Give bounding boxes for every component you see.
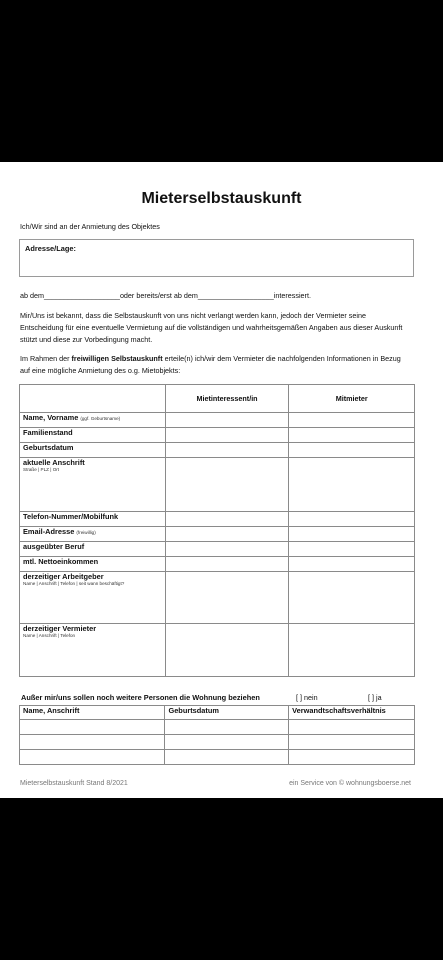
input-cell[interactable]: [165, 443, 289, 458]
row-label: Geburtsdatum: [20, 443, 166, 458]
input-cell[interactable]: [165, 428, 289, 443]
input-cell[interactable]: [289, 428, 415, 443]
row-label: ausgeübter Beruf: [20, 542, 166, 557]
input-cell[interactable]: [289, 720, 415, 735]
input-cell[interactable]: [165, 542, 289, 557]
row-label: mtl. Nettoeinkommen: [20, 557, 166, 572]
persons-header-birthdate: Geburtsdatum: [165, 706, 289, 720]
row-label: derzeitiger Vermieter Name | Anschrift | Telefon: [20, 624, 166, 677]
voluntary-paragraph: Im Rahmen der freiwilligen Selbstauskunft erteile(n) ich/wir dem Vermieter die nachfolgenden Informationen in Bezug auf eine mögliche Anmietung des o.g. Mietobjekts:: [20, 354, 401, 375]
persons-no-checkbox[interactable]: [ ] nein: [296, 693, 318, 702]
date-blank-2[interactable]: ___________________: [197, 291, 274, 300]
input-cell[interactable]: [165, 557, 289, 572]
persons-table: [19, 705, 415, 765]
col-header-cotenant: Mitmieter: [289, 385, 415, 413]
row-label: Familienstand: [20, 428, 166, 443]
address-field[interactable]: [19, 239, 414, 277]
input-cell[interactable]: [289, 542, 415, 557]
document-title: Mieterselbstauskunft: [141, 190, 302, 207]
input-cell[interactable]: [165, 413, 289, 428]
persons-header-name: Name, Anschrift: [20, 706, 165, 720]
input-cell[interactable]: [289, 413, 415, 428]
document-page: [0, 162, 443, 798]
col-header-applicant: Mietinteressent/in: [165, 385, 289, 413]
date-blank-1[interactable]: ___________________: [43, 291, 120, 300]
input-cell[interactable]: [289, 572, 415, 624]
input-cell[interactable]: [289, 443, 415, 458]
address-label: Adresse/Lage:: [25, 244, 76, 253]
row-label: derzeitiger Arbeitgeber Name | Anschrift | Telefon | seit wann beschäftigt?: [20, 572, 166, 624]
input-cell[interactable]: [289, 750, 415, 765]
footer-left: Mieterselbstauskunft Stand 8/2021: [20, 780, 128, 787]
intro-text: Ich/Wir sind an der Anmietung des Objektes: [20, 222, 160, 231]
row-label: Name, Vorname (ggf. Geburtsname): [20, 413, 166, 428]
input-cell[interactable]: [165, 720, 289, 735]
input-cell[interactable]: [20, 735, 165, 750]
input-cell[interactable]: [289, 458, 415, 512]
input-cell[interactable]: [289, 624, 415, 677]
row-label: Telefon-Nummer/Mobilfunk: [20, 512, 166, 527]
input-cell[interactable]: [289, 512, 415, 527]
persons-header-relation: Verwandtschaftsverhältnis: [289, 706, 415, 720]
input-cell[interactable]: [20, 750, 165, 765]
input-cell[interactable]: [165, 572, 289, 624]
input-cell[interactable]: [20, 720, 165, 735]
footer-right: ein Service von © wohnungsboerse.net: [289, 780, 411, 787]
persons-yes-checkbox[interactable]: [ ] ja: [368, 693, 382, 702]
input-cell[interactable]: [165, 750, 289, 765]
input-cell[interactable]: [289, 527, 415, 542]
input-cell[interactable]: [165, 527, 289, 542]
input-cell[interactable]: [289, 557, 415, 572]
persons-question: Außer mir/uns sollen noch weitere Personen die Wohnung beziehen: [21, 693, 260, 702]
input-cell[interactable]: [165, 458, 289, 512]
applicant-table: [19, 384, 415, 677]
input-cell[interactable]: [165, 735, 289, 750]
row-label: Email-Adresse (freiwillig): [20, 527, 166, 542]
input-cell[interactable]: [165, 624, 289, 677]
row-label: aktuelle Anschrift Straße | PLZ | Ort: [20, 458, 166, 512]
disclaimer-paragraph: Mir/Uns ist bekannt, dass die Selbstauskunft von uns nicht verlangt werden kann, jedoch der Vermieter seine Entscheidung für eine eventuelle Vermietung auf die vollständigen und wahrheitsgemäßen Angaben aus dieser Auskunft stützt und diese zur Vorbedingung macht.: [20, 311, 403, 344]
input-cell[interactable]: [289, 735, 415, 750]
date-line: ab dem___________________oder bereits/erst ab dem___________________interessiert.: [20, 291, 311, 300]
input-cell[interactable]: [165, 512, 289, 527]
